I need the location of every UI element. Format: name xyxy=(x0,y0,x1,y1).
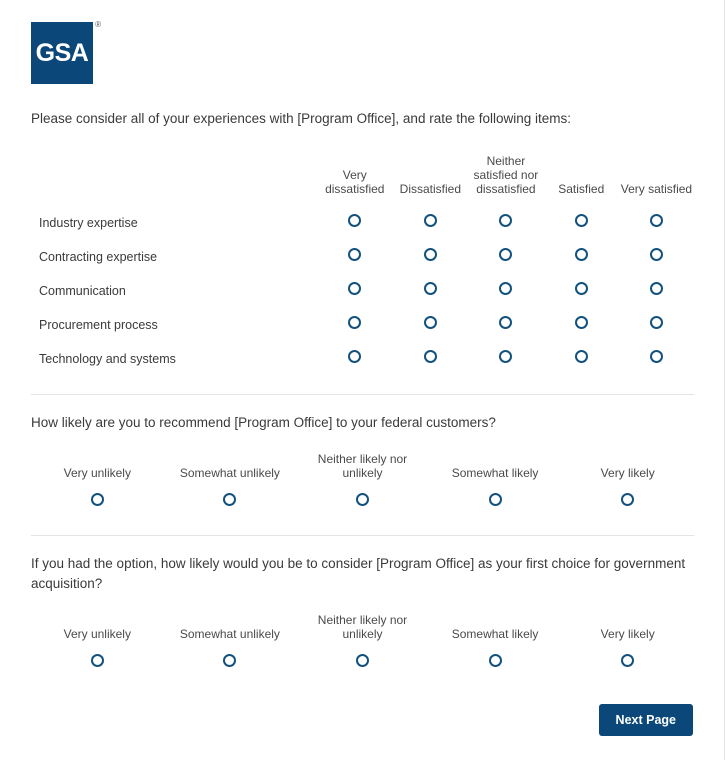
table-row xyxy=(31,342,694,376)
matrix-cell-2-3[interactable] xyxy=(544,274,619,308)
gsa-logo xyxy=(31,20,101,84)
radio-icon[interactable] xyxy=(499,248,512,261)
radio-icon[interactable] xyxy=(650,316,663,329)
first-choice-option-label-4: Very likely xyxy=(600,627,655,641)
table-row xyxy=(31,274,694,308)
matrix-cell-3-4[interactable] xyxy=(619,308,694,342)
matrix-cell-1-1[interactable] xyxy=(393,240,469,274)
table-row xyxy=(31,240,694,274)
first-choice-option-label-1: Somewhat unlikely xyxy=(179,627,280,641)
radio-icon[interactable] xyxy=(348,248,361,261)
next-page-button[interactable]: Next Page xyxy=(599,704,693,736)
matrix-cell-2-2[interactable] xyxy=(468,274,544,308)
radio-icon[interactable] xyxy=(575,350,588,363)
radio-icon[interactable] xyxy=(650,282,663,295)
satisfaction-matrix xyxy=(31,154,694,376)
matrix-row-label-4: Technology and systems xyxy=(39,352,176,366)
table-row xyxy=(31,308,694,342)
matrix-cell-3-1[interactable] xyxy=(393,308,469,342)
first-choice-option-label-2: Neither likely nor unlikely xyxy=(317,613,408,641)
matrix-column-header-4: Very satisfied xyxy=(620,182,693,196)
matrix-cell-1-4[interactable] xyxy=(619,240,694,274)
matrix-row-label-2: Communication xyxy=(39,284,126,298)
radio-icon[interactable] xyxy=(348,350,361,363)
radio-icon[interactable] xyxy=(356,654,369,667)
matrix-cell-0-0[interactable] xyxy=(317,206,393,240)
first-choice-question-prompt: If you had the option, how likely would you be to consider [Program Office] as your first choice for government acquisition? xyxy=(31,556,686,591)
radio-icon[interactable] xyxy=(489,654,502,667)
radio-icon[interactable] xyxy=(650,350,663,363)
radio-icon[interactable] xyxy=(499,350,512,363)
radio-icon[interactable] xyxy=(489,493,502,506)
radio-icon[interactable] xyxy=(575,316,588,329)
matrix-row-label-1: Contracting expertise xyxy=(39,250,158,264)
radio-icon[interactable] xyxy=(650,248,663,261)
radio-icon[interactable] xyxy=(575,214,588,227)
matrix-cell-2-1[interactable] xyxy=(393,274,469,308)
radio-icon[interactable] xyxy=(621,493,634,506)
recommend-option-label-4: Very likely xyxy=(600,466,655,480)
section-divider xyxy=(31,394,694,395)
first-choice-likert-scale xyxy=(31,612,694,678)
radio-icon[interactable] xyxy=(356,493,369,506)
radio-icon[interactable] xyxy=(348,214,361,227)
radio-icon[interactable] xyxy=(650,214,663,227)
survey-content xyxy=(0,110,724,678)
matrix-column-header-3: Satisfied xyxy=(558,182,605,196)
matrix-row-label-0: Industry expertise xyxy=(39,216,138,230)
radio-icon[interactable] xyxy=(499,316,512,329)
matrix-cell-0-2[interactable] xyxy=(468,206,544,240)
first-choice-option-label-0: Very unlikely xyxy=(63,627,131,641)
recommend-radio-cell-2[interactable] xyxy=(296,492,429,517)
matrix-cell-4-3[interactable] xyxy=(544,342,619,376)
matrix-cell-4-2[interactable] xyxy=(468,342,544,376)
section-divider xyxy=(31,535,694,536)
recommend-likert-scale xyxy=(31,451,694,517)
radio-icon[interactable] xyxy=(348,316,361,329)
radio-icon[interactable] xyxy=(424,316,437,329)
radio-icon[interactable] xyxy=(91,493,104,506)
matrix-cell-1-0[interactable] xyxy=(317,240,393,274)
page-footer xyxy=(0,672,724,760)
logo-container xyxy=(0,0,724,84)
table-row xyxy=(31,206,694,240)
likert-header-row xyxy=(31,612,694,653)
radio-icon[interactable] xyxy=(499,214,512,227)
gsa-logo-text: GSA xyxy=(35,38,89,67)
recommend-option-label-0: Very unlikely xyxy=(63,466,131,480)
matrix-cell-2-4[interactable] xyxy=(619,274,694,308)
recommend-radio-cell-0[interactable] xyxy=(31,492,164,517)
radio-icon[interactable] xyxy=(575,248,588,261)
radio-icon[interactable] xyxy=(223,493,236,506)
matrix-row-label-3: Procurement process xyxy=(39,318,158,332)
matrix-question-prompt: Please consider all of your experiences with [Program Office], and rate the following items: xyxy=(31,111,572,126)
matrix-cell-1-3[interactable] xyxy=(544,240,619,274)
radio-icon[interactable] xyxy=(91,654,104,667)
matrix-column-header-2: Neither satisfied nor dissatisfied xyxy=(473,154,539,196)
recommend-radio-cell-3[interactable] xyxy=(429,492,562,517)
likert-header-row xyxy=(31,451,694,492)
matrix-column-header-0: Very dissatisfied xyxy=(325,168,385,196)
radio-icon[interactable] xyxy=(499,282,512,295)
matrix-cell-0-3[interactable] xyxy=(544,206,619,240)
matrix-header-row xyxy=(31,154,694,206)
recommend-option-label-2: Neither likely nor unlikely xyxy=(317,452,408,480)
recommend-radio-cell-1[interactable] xyxy=(164,492,297,517)
recommend-question-prompt: How likely are you to recommend [Program Office] to your federal customers? xyxy=(31,415,496,430)
radio-icon[interactable] xyxy=(424,248,437,261)
matrix-cell-4-1[interactable] xyxy=(393,342,469,376)
radio-icon[interactable] xyxy=(575,282,588,295)
recommend-radio-cell-4[interactable] xyxy=(561,492,694,517)
matrix-cell-3-2[interactable] xyxy=(468,308,544,342)
matrix-cell-4-0[interactable] xyxy=(317,342,393,376)
matrix-cell-4-4[interactable] xyxy=(619,342,694,376)
recommend-option-label-1: Somewhat unlikely xyxy=(179,466,280,480)
radio-icon[interactable] xyxy=(223,654,236,667)
radio-icon[interactable] xyxy=(424,350,437,363)
matrix-cell-3-3[interactable] xyxy=(544,308,619,342)
radio-icon[interactable] xyxy=(621,654,634,667)
matrix-column-header-1: Dissatisfied xyxy=(399,182,462,196)
matrix-cell-1-2[interactable] xyxy=(468,240,544,274)
recommend-option-label-3: Somewhat likely xyxy=(451,466,539,480)
radio-icon[interactable] xyxy=(424,282,437,295)
matrix-cell-0-4[interactable] xyxy=(619,206,694,240)
matrix-corner-spacer xyxy=(31,154,317,206)
matrix-cell-3-0[interactable] xyxy=(317,308,393,342)
matrix-cell-0-1[interactable] xyxy=(393,206,469,240)
radio-icon[interactable] xyxy=(348,282,361,295)
first-choice-option-label-3: Somewhat likely xyxy=(451,627,539,641)
radio-icon[interactable] xyxy=(424,214,437,227)
registered-trademark-icon: ® xyxy=(95,20,101,29)
likert-radio-row xyxy=(31,492,694,517)
matrix-cell-2-0[interactable] xyxy=(317,274,393,308)
